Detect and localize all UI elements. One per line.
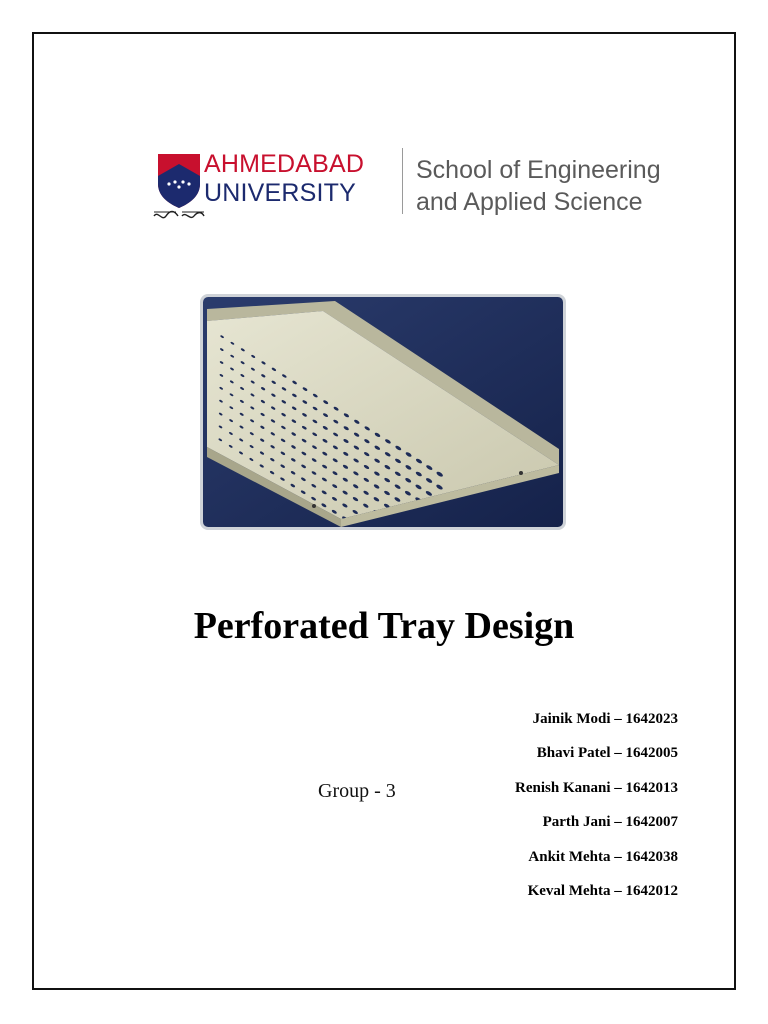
member-item: Parth Jani – 1642007 [542,814,678,831]
university-name [204,150,364,208]
tray-illustration [203,297,563,527]
member-item: Ankit Mehta – 1642038 [528,848,678,865]
university-name-line1: AHMEDABAD [204,150,365,178]
school-name-line1: School of Engineering [416,156,661,184]
motto-script-icon [152,208,206,224]
member-item: Jainik Modi – 1642023 [532,711,678,727]
shield-icon [158,154,200,208]
university-name-line2: UNIVERSITY [204,179,357,207]
university-logo [158,148,688,228]
document-title: Perforated Tray Design [193,605,575,647]
member-item: Bhavi Patel – 1642005 [536,745,678,762]
member-item: Keval Mehta – 1642012 [527,883,678,900]
school-name [416,154,661,218]
logo-divider [402,148,403,214]
member-item: Renish Kanani – 1642013 [515,779,678,796]
perforated-tray-image [200,294,566,530]
school-name-line2: and Applied Science [416,188,643,216]
member-list [515,702,678,908]
group-label: Group - 3 [318,780,396,802]
